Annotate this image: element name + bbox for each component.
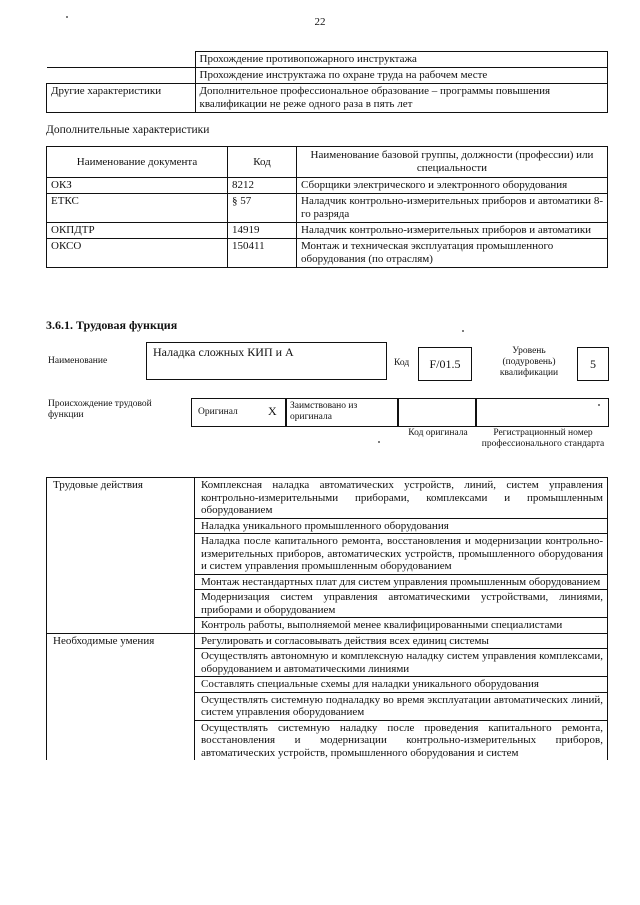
table-row [47, 178, 608, 194]
doc-cell: ОКСО [47, 239, 228, 268]
page-number: 22 [314, 16, 326, 28]
row-label [47, 52, 196, 68]
scan-speck [598, 404, 600, 406]
level-label: Уровень (подуровень) квалификации [499, 346, 559, 378]
action-item: Контроль работы, выполняемой менее квалифицированными специалистами [195, 618, 608, 634]
name-cell: Наладчик контрольно-измерительных приборов и автоматики 8-го разряда [297, 194, 608, 223]
header-row [47, 147, 608, 178]
skill-item: Осуществлять автономную и комплексную наладку систем управления комплексами, оборудованием и автоматическими линиями [195, 649, 608, 677]
table-row [47, 239, 608, 268]
skill-item: Составлять специальные схемы для наладки уникального оборудования [195, 677, 608, 693]
doc-cell: ОКПДТР [47, 223, 228, 239]
action-item: Наладка после капитального ремонта, восстановления и модернизации контрольно-измерительных приборов, автоматических устройств, промышленного оборудования и систем управления промышленным оборудованием [195, 534, 608, 575]
function-details-table [46, 477, 608, 760]
code-cell: 8212 [228, 178, 297, 194]
borrowed-label: Заимствовано из оригинала [290, 401, 358, 422]
origin-code-label: Код оригинала [408, 428, 468, 438]
code-box [418, 347, 472, 381]
code-label: Код [394, 358, 410, 368]
skill-item: Осуществлять системную подналадку во время эксплуатации автоматических линий, систем управления оборудованием [195, 692, 608, 720]
action-item: Монтаж нестандартных плат для систем управления промышленным оборудованием [195, 574, 608, 590]
table-row [47, 52, 608, 68]
name-box [146, 342, 387, 380]
column-header: Наименование документа [47, 147, 228, 178]
additional-title: Дополнительные характеристики [46, 124, 210, 136]
action-item: Наладка уникального промышленного оборудования [195, 518, 608, 534]
row-label [47, 68, 196, 84]
reg-number-cell [475, 398, 609, 427]
code-cell: 150411 [228, 239, 297, 268]
scan-speck [462, 330, 464, 332]
row-value: Прохождение инструктажа по охране труда на рабочем месте [195, 68, 608, 84]
original-mark: X [268, 404, 277, 418]
borrowed-cell [285, 398, 399, 427]
action-item: Комплексная наладка автоматических устройств, линий, систем управления контрольно-измерительными приборами, комплексами и промышленным оборудованием [195, 478, 608, 519]
table-row [47, 68, 608, 84]
actions-label: Трудовые действия [47, 478, 195, 634]
level-value: 5 [590, 357, 596, 371]
code-cell: § 57 [228, 194, 297, 223]
name-cell: Наладчик контрольно-измерительных приборов и автоматики [297, 223, 608, 239]
original-cell [191, 398, 287, 427]
column-header: Наименование базовой группы, должности (профессии) или специальности [297, 147, 608, 178]
reg-number-label: Регистрационный номер профессионального стандарта [481, 428, 605, 449]
table-row [47, 223, 608, 239]
section-heading: 3.6.1. Трудовая функция [46, 318, 178, 332]
origin-label: Происхождение трудовой функции [48, 399, 152, 420]
row-value: Дополнительное профессиональное образование – программы повышения квалификации не реже одного раза в пять лет [195, 84, 608, 113]
scan-speck [66, 16, 68, 18]
characteristics-table [46, 51, 608, 113]
code-cell: 14919 [228, 223, 297, 239]
table-row [47, 633, 608, 649]
table-row [47, 478, 608, 519]
scan-speck [378, 441, 380, 443]
origin-code-cell [397, 398, 477, 427]
name-cell: Сборщики электрического и электронного оборудования [297, 178, 608, 194]
additional-table [46, 146, 608, 268]
name-value: Наладка сложных КИП и А [153, 345, 294, 359]
original-label: Оригинал [198, 407, 238, 417]
row-label: Другие характеристики [47, 84, 196, 113]
code-value: F/01.5 [429, 357, 461, 371]
action-item: Модернизация систем управления автоматическими устройствами, линиями, приборами и оборудованием [195, 590, 608, 618]
table-row [47, 84, 608, 113]
column-header: Код [228, 147, 297, 178]
doc-cell: ЕТКС [47, 194, 228, 223]
name-label: Наименование [48, 356, 108, 366]
skill-item: Регулировать и согласовывать действия всех единиц системы [195, 633, 608, 649]
row-value: Прохождение противопожарного инструктажа [195, 52, 608, 68]
doc-cell: ОКЗ [47, 178, 228, 194]
name-cell: Монтаж и техническая эксплуатация промышленного оборудования (по отраслям) [297, 239, 608, 268]
skill-item: Осуществлять системную наладку после проведения капитального ремонта, восстановления и модернизации контрольно-измерительных приборов, автоматических устройств, промышленного оборудования и систем [195, 720, 608, 760]
skills-label: Необходимые умения [47, 633, 195, 760]
table-row [47, 194, 608, 223]
level-box [577, 347, 609, 381]
